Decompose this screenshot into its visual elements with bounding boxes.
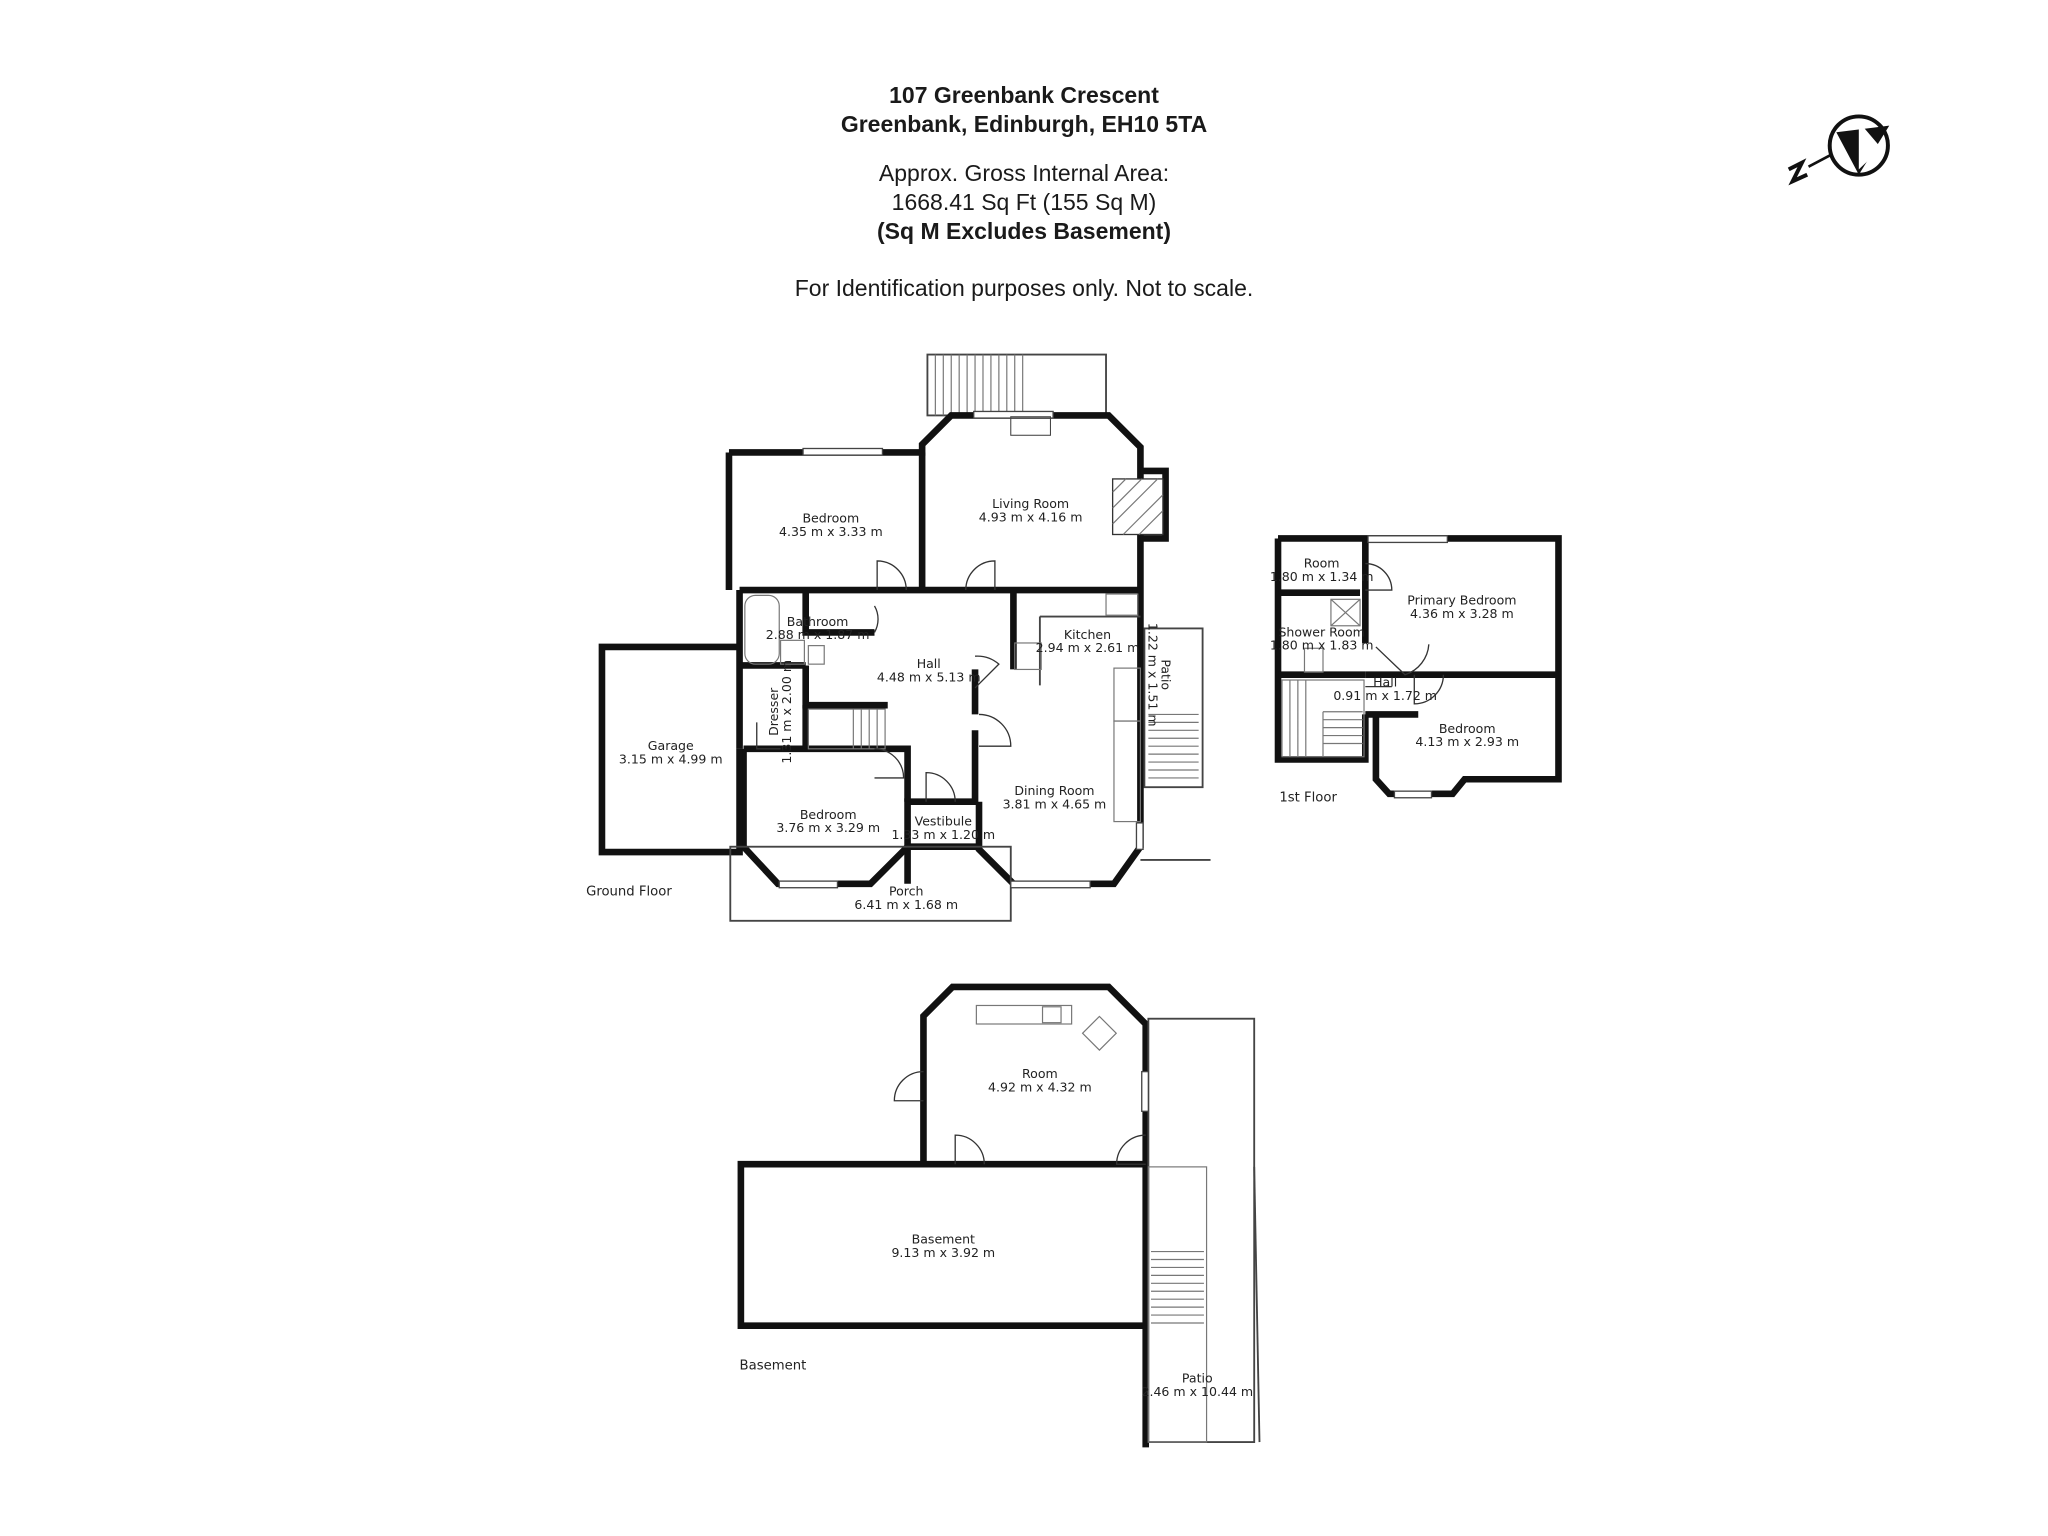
ground-dresser-name: Dresser [765,687,781,736]
area-value: 1668.41 Sq Ft (155 Sq M) [891,189,1157,215]
ground-garage-dims: 3.15 m x 4.99 m [618,751,723,767]
ground-porch-name: Porch [888,883,924,899]
ground-bedroom-a-name: Bedroom [802,510,860,526]
address-line-2: Greenbank, Edinburgh, EH10 5TA [840,111,1208,137]
ground-bathroom-name: Bathroom [786,613,849,629]
ground-vestibule-name: Vestibule [914,813,973,829]
first-room-name: Room [1303,555,1340,571]
ground-floor-label: Ground Floor [586,884,672,900]
ground-porch-dims: 6.41 m x 1.68 m [854,896,959,912]
ground-bedroom-b-dims: 3.76 m x 3.29 m [776,820,881,836]
first-hall-name: Hall [1373,674,1398,690]
ground-kitchen-dims: 2.94 m x 2.61 m [1035,640,1140,656]
basement-floor-label: Basement [739,1358,807,1374]
first-primary-name: Primary Bedroom [1407,592,1517,608]
basement-basement-name: Basement [911,1231,975,1247]
basement-basement-dims: 9.13 m x 3.92 m [891,1244,996,1260]
ground-patio-dims: 1.22 m x 1.51 m [1145,622,1161,727]
north-arrow-icon [1789,116,1890,181]
area-label: Approx. Gross Internal Area: [878,160,1170,186]
basement-room-dims: 4.92 m x 4.32 m [988,1079,1092,1095]
first-primary-dims: 4.36 m x 3.28 m [1410,605,1514,621]
first-room-dims: 1.80 m x 1.34 m [1269,568,1374,584]
first-shower-dims: 1.80 m x 1.83 m [1269,637,1374,653]
ground-bedroom-a-dims: 4.35 m x 3.33 m [778,523,883,539]
ground-vestibule-dims: 1.33 m x 1.20 m [891,826,996,842]
basement-room-name: Room [1022,1066,1058,1082]
first-floor-label: 1st Floor [1279,790,1337,806]
ground-bedroom-b-name: Bedroom [799,806,857,822]
ground-dresser-dims: 1.31 m x 2.00 m [779,659,795,764]
basement-patio-name: Patio [1181,1370,1213,1386]
ground-dining-dims: 3.81 m x 4.65 m [1002,796,1107,812]
ground-dining-name: Dining Room [1014,783,1095,799]
ground-patio-name: Patio [1158,659,1174,691]
first-hall-dims: 0.91 m x 1.72 m [1333,687,1438,703]
basement-patio-dims: 2.46 m x 10.44 m [1141,1383,1254,1399]
first-bedroom-dims: 4.13 m x 2.93 m [1415,734,1520,750]
area-note: (Sq M Excludes Basement) [877,218,1171,244]
ground-living-dims: 4.93 m x 4.16 m [978,509,1083,525]
ground-bathroom-dims: 2.88 m x 1.87 m [765,627,870,643]
first-shower-name: Shower Room [1278,624,1365,640]
ground-hall-name: Hall [916,656,941,672]
disclaimer: For Identification purposes only. Not to scale. [794,275,1254,301]
ground-kitchen-name: Kitchen [1063,627,1112,643]
ground-garage-name: Garage [647,738,694,754]
address-line-1: 107 Greenbank Crescent [889,82,1159,108]
ground-hall-dims: 4.48 m x 5.13 m [876,669,981,685]
ground-living-name: Living Room [992,496,1070,512]
first-bedroom-name: Bedroom [1438,720,1496,736]
